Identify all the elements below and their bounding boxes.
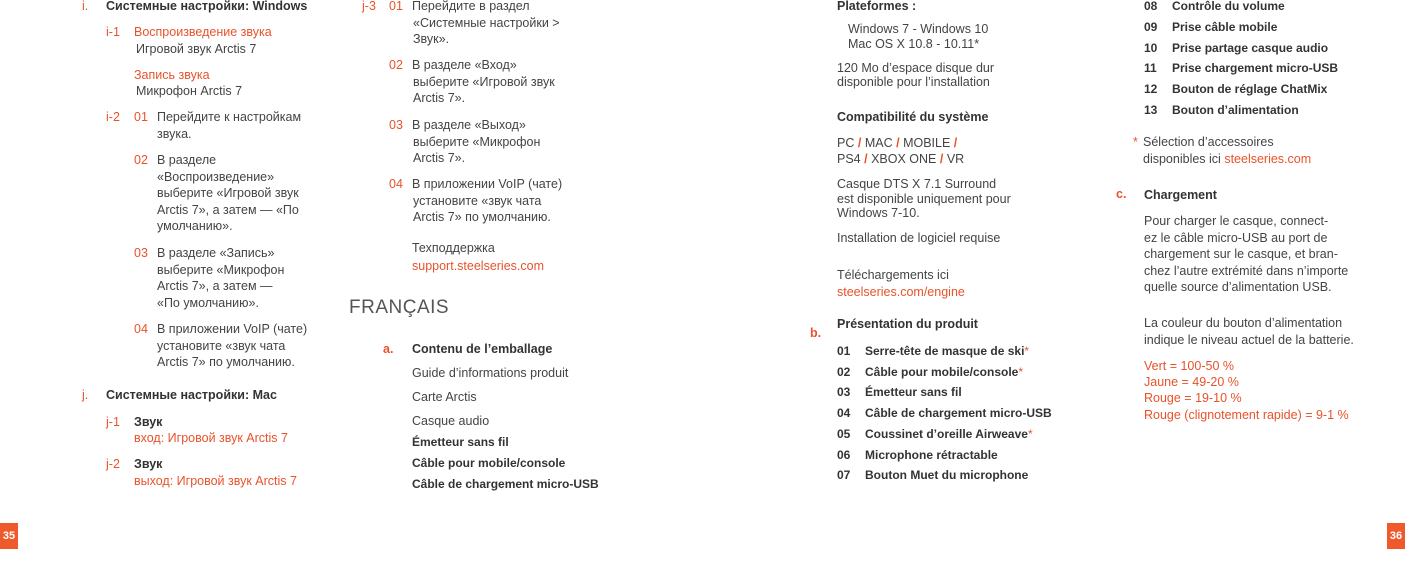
- battery-level: Rouge (clignotement rapide) = 9-1 %: [1144, 407, 1349, 422]
- step-number: 03: [134, 246, 148, 260]
- step-text: умолчанию».: [157, 219, 233, 233]
- step-number: 02: [134, 153, 148, 167]
- platform-line: Windows 7 - Windows 10: [848, 22, 989, 36]
- section-label: c.: [1116, 187, 1127, 201]
- part-name: [865, 343, 1029, 359]
- download-link[interactable]: steelseries.com/engine: [837, 285, 965, 299]
- package-item: Émetteur sans fil: [412, 435, 509, 449]
- step-text: Перейдите к настройкам: [157, 110, 302, 124]
- part-number: 12: [1144, 82, 1158, 97]
- compat-line: [837, 135, 957, 151]
- section-title: Contenu de l’emballage: [412, 342, 553, 356]
- step-text: Arctis 7».: [413, 91, 466, 105]
- part-number: 11: [1144, 61, 1157, 76]
- part-label: Serre-tête de masque de ski: [865, 344, 1025, 358]
- platform-mobile: MOBILE: [903, 136, 951, 150]
- step-text: В разделе «Выход»: [412, 118, 526, 132]
- package-item: Câble de chargement micro-USB: [412, 477, 599, 491]
- separator-slash: /: [939, 152, 944, 166]
- section-label: i.: [82, 0, 89, 13]
- part-name: [865, 405, 1052, 421]
- compat-title: Compatibilité du système: [837, 110, 989, 124]
- part-name: Prise partage casque audio: [1172, 40, 1329, 55]
- step-text: Arctis 7», а затем — «По: [157, 202, 299, 217]
- step-text: Arctis 7» по умолчанию.: [413, 210, 551, 224]
- platform-pc: PC: [837, 136, 855, 150]
- step-text: Перейдите в раздел: [412, 0, 530, 13]
- part-number: 13: [1144, 103, 1158, 117]
- section-title: Chargement: [1144, 188, 1217, 202]
- subsection-label: i-2: [106, 110, 120, 124]
- paragraph-line: indique le niveau actuel de la batterie.: [1144, 333, 1354, 347]
- setting-value: Микрофон Arctis 7: [136, 84, 243, 98]
- part-name: [865, 447, 998, 463]
- part-name: Contrôle du volume: [1172, 0, 1285, 13]
- part-number: 07: [837, 468, 851, 483]
- part-label: Coussinet d’oreille Airweave: [865, 426, 1028, 441]
- step-text: «По умолчанию».: [157, 295, 259, 310]
- part-number: 04: [837, 406, 851, 421]
- step-text: В разделе «Запись»: [157, 246, 275, 260]
- dts-line: Windows 7-10.: [837, 206, 920, 220]
- section-label: a.: [383, 342, 394, 356]
- section-title: Présentation du produit: [837, 317, 978, 331]
- part-name: [865, 426, 1033, 442]
- step-text: выберите «Микрофон: [157, 262, 285, 277]
- section-label: b.: [810, 326, 822, 340]
- part-label: Émetteur sans fil: [865, 385, 962, 400]
- step-text: «Воспроизведение»: [157, 169, 275, 184]
- platform-line: Mac OS X 10.8 - 10.11*: [848, 37, 980, 51]
- package-item: Carte Arctis: [412, 390, 477, 404]
- download-label: Téléchargements ici: [837, 268, 949, 282]
- step-number: 04: [134, 322, 148, 336]
- part-number: 05: [837, 426, 851, 441]
- accessories-link[interactable]: steelseries.com: [1224, 152, 1312, 166]
- separator-slash: /: [857, 136, 862, 150]
- section-label: j.: [82, 388, 89, 402]
- install-requirement: Installation de logiciel requise: [837, 231, 1001, 245]
- section-title: Системные настройки: Mac: [106, 388, 277, 402]
- section-title: Системные настройки: Windows: [106, 0, 308, 13]
- accessories-line: [1143, 151, 1311, 167]
- platform-xbox: XBOX ONE: [871, 152, 937, 166]
- package-item: Câble pour mobile/console: [412, 456, 566, 470]
- battery-level: Vert = 100-50 %: [1144, 359, 1234, 373]
- part-number: 01: [837, 344, 851, 358]
- setting-value: вход: Игровой звук Arctis 7: [134, 431, 288, 445]
- paragraph-line: chez l’autre extrémité dans n’importe: [1144, 263, 1349, 278]
- footnote-star: *: [1024, 344, 1030, 358]
- part-name: [865, 364, 1023, 380]
- package-item: Guide d’informations produit: [412, 366, 569, 380]
- subsection-title: Звук: [134, 457, 163, 471]
- part-label: Câble de chargement micro-USB: [865, 406, 1052, 421]
- part-name: Prise chargement micro-USB: [1172, 61, 1339, 76]
- step-text: Звук».: [413, 32, 450, 46]
- step-number: 02: [389, 58, 403, 72]
- part-label: Bouton Muet du microphone: [865, 468, 1029, 483]
- step-number: 01: [134, 110, 148, 124]
- part-name: Bouton d’alimentation: [1172, 103, 1299, 117]
- step-text: выберите «Игровой звук: [413, 74, 555, 89]
- setting-value: выход: Игровой звук Arctis 7: [134, 474, 297, 488]
- part-name: Prise câble mobile: [1172, 19, 1278, 34]
- battery-level: Jaune = 49-20 %: [1144, 375, 1239, 390]
- disk-line: 120 Mo d’espace disque dur: [837, 61, 995, 75]
- paragraph-line: quelle source d’alimentation USB.: [1144, 280, 1332, 295]
- separator-slash: /: [896, 136, 900, 150]
- part-label: Microphone rétractable: [865, 447, 998, 462]
- step-text: установите «звук чата: [157, 338, 286, 353]
- page-number-left: 35: [0, 523, 18, 549]
- step-text: В приложении VoIP (чате): [412, 177, 563, 191]
- disk-line: disponible pour l’installation: [837, 75, 990, 89]
- dts-line: est disponible uniquement pour: [837, 192, 1011, 206]
- part-number: 02: [837, 364, 851, 379]
- part-label: Câble pour mobile/console: [865, 364, 1019, 379]
- step-number: 01: [389, 0, 403, 13]
- step-text: выберите «Микрофон: [413, 134, 541, 149]
- subsection-label: j-2: [106, 457, 120, 471]
- dts-line: Casque DTS X 7.1 Surround: [837, 177, 997, 191]
- subsection-title: Воспроизведение звука: [134, 25, 272, 39]
- footnote-star: *: [1027, 426, 1033, 441]
- step-text: В разделе «Вход»: [412, 58, 517, 72]
- part-number: 10: [1144, 40, 1158, 55]
- step-text: выберите «Игровой звук: [157, 186, 299, 200]
- part-number: 09: [1144, 19, 1158, 34]
- step-text: Arctis 7».: [413, 151, 466, 165]
- separator-slash: /: [953, 136, 958, 150]
- step-text: В разделе: [157, 153, 217, 167]
- accessories-line: Sélection d’accessoires: [1143, 135, 1274, 149]
- subsection-title: Запись звука: [134, 68, 210, 82]
- step-number: 04: [389, 177, 403, 191]
- step-text: Arctis 7» по умолчанию.: [157, 355, 295, 369]
- package-item: Casque audio: [412, 414, 490, 428]
- support-label: Техподдержка: [412, 241, 495, 255]
- subsection-label: j-3: [362, 0, 376, 13]
- part-name: [865, 384, 962, 400]
- accessories-text: disponibles ici: [1143, 152, 1221, 166]
- footnote-star: *: [1133, 135, 1138, 149]
- language-title: FRANÇAIS: [349, 297, 450, 318]
- step-text: установите «звук чата: [413, 193, 542, 208]
- step-text: «Системные настройки >: [413, 15, 560, 30]
- platform-vr: VR: [946, 152, 965, 166]
- part-number: 03: [837, 385, 851, 400]
- footnote-star: *: [1018, 364, 1024, 379]
- support-link[interactable]: support.steelseries.com: [412, 259, 545, 273]
- paragraph-line: La couleur du bouton d’alimentation: [1144, 316, 1343, 330]
- subsection-label: i-1: [106, 25, 120, 39]
- setting-value: Игровой звук Arctis 7: [136, 42, 257, 56]
- separator-slash: /: [864, 152, 868, 166]
- step-text: В приложении VoIP (чате): [157, 322, 308, 336]
- platform-mac: MAC: [864, 136, 893, 150]
- compat-line: [837, 151, 964, 167]
- step-text: Arctis 7», а затем —: [157, 279, 273, 293]
- subsection-title: Звук: [134, 415, 163, 429]
- platforms-title: Plateformes :: [837, 0, 917, 13]
- part-name: [865, 467, 1028, 483]
- paragraph-line: Pour charger le casque, connect-: [1144, 214, 1329, 228]
- page-number-right: 36: [1387, 523, 1405, 549]
- part-number: 08: [1144, 0, 1158, 13]
- part-number: 06: [837, 447, 851, 462]
- step-text: звука.: [157, 126, 192, 141]
- paragraph-line: chargement sur le casque, et bran-: [1144, 247, 1338, 262]
- subsection-label: j-1: [106, 415, 120, 429]
- battery-level: Rouge = 19-10 %: [1144, 391, 1242, 406]
- part-name: Bouton de réglage ChatMix: [1172, 82, 1328, 97]
- paragraph-line: ez le câble micro-USB au port de: [1144, 230, 1328, 245]
- platform-ps4: PS4: [837, 152, 861, 166]
- step-number: 03: [389, 118, 403, 132]
